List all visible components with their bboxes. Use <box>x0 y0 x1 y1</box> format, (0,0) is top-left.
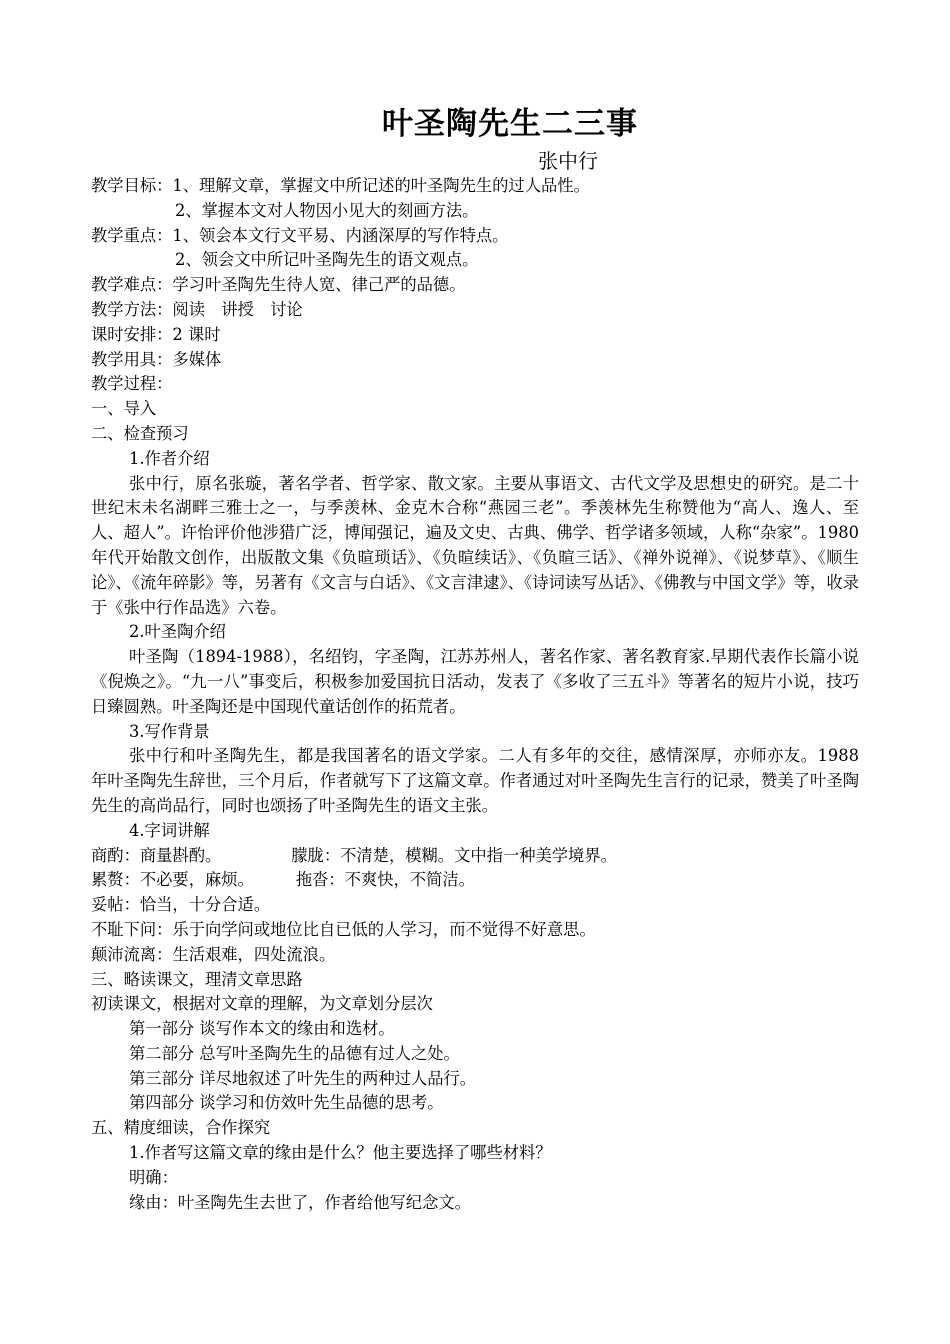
part-1: 第一部分 谈写作本文的缘由和选材。 <box>129 1019 395 1039</box>
vocab-row-4: 不耻下问：乐于向学问或地位比自已低的人学习，而不觉得不好意思。 <box>91 919 596 939</box>
vocab-item: 累赘：不必要，麻烦。 <box>91 870 254 890</box>
question-1: 1.作者写这篇文章的缘由是什么？他主要选择了哪些材料？ <box>129 1143 552 1163</box>
answer-1: 缘由：叶圣陶先生去世了，作者给他写纪念文。 <box>129 1192 471 1212</box>
vocab-row-3: 妥帖：恰当，十分合适。 <box>91 895 271 915</box>
goals-item-1: 1、理解文章，掌握文中所记述的叶圣陶先生的过人品性。 <box>172 176 590 195</box>
vocab-row-5: 颠沛流离：生活艰难，四处流浪。 <box>91 944 336 964</box>
teaching-tools: 教学用具：多媒体 <box>91 349 222 369</box>
author-name: 张中行 <box>538 149 598 173</box>
subsection-background: 3.写作背景 <box>129 721 210 741</box>
document-page <box>91 100 859 1215</box>
vocab-item: 商酌：商量斟酌。 <box>91 845 222 865</box>
teaching-goals-1 <box>91 174 859 199</box>
paragraph-author-intro: 张中行，原名张璇，著名学者、哲学家、散文家。主要从事语文、古代文学及思想史的研究。是二十世纪末未名湖畔三雅士之一，与季羡林、金克木合称“燕园三老”。季羡林先生称赞他为“高人、逸人、至人、超人”。许怡评价他涉猎广泛，博闻强记，遍及文史、古典、佛学、哲学诸多领域，人称“杂家”。1980 年代开始散文创作，出版散文集《负暄琐话》、《负暄续话》、《负暄三话》、《禅外说禅》、《说梦草》、《顺生论》、《流年碎影》等，另著有《文言与白话》、《文言津逮》、《诗词读写丛话》、《佛教与中国文学》等，收录于《张中行作品选》六卷。 <box>91 473 859 617</box>
keypoints-item-2: 2、领会文中所记叶圣陶先生的语文观点。 <box>175 250 479 270</box>
section-2-heading: 二、检查预习 <box>91 423 189 443</box>
class-schedule: 课时安排：2 课时 <box>91 324 221 344</box>
vocab-row-2 <box>91 868 859 893</box>
paragraph-ye-intro: 叶圣陶（1894-1988），名绍钧，字圣陶，江苏苏州人，著名作家、著名教育家.早期代表作长篇小说《倪焕之》。“九一八”事变后，积极参加爱国抗日活动，发表了《多收了三五斗》等著名的短片小说，技巧日臻圆熟。叶圣陶还是中国现代童话创作的拓荒者。 <box>91 647 859 716</box>
vocab-row-1 <box>91 844 859 869</box>
subsection-ye-intro: 2.叶圣陶介绍 <box>129 622 226 642</box>
section-3-heading: 三、略读课文，理清文章思路 <box>91 969 303 989</box>
teaching-methods: 教学方法：阅读 讲授 讨论 <box>91 299 303 319</box>
answer-label: 明确： <box>129 1167 178 1187</box>
section-3-intro: 初读课文，根据对文章的理解，为文章划分层次 <box>91 994 433 1014</box>
section-5-heading: 五、精度细读，合作探究 <box>91 1118 271 1138</box>
teaching-process: 教学过程： <box>91 374 173 394</box>
part-4: 第四部分 谈学习和仿效叶先生品德的思考。 <box>129 1093 444 1113</box>
part-2: 第二部分 总写叶圣陶先生的品德有过人之处。 <box>129 1043 460 1063</box>
section-1-heading: 一、导入 <box>91 399 157 419</box>
vocab-item: 拖沓：不爽快，不简洁。 <box>295 870 475 890</box>
subsection-vocabulary: 4.字词讲解 <box>129 820 210 840</box>
paragraph-background: 张中行和叶圣陶先生，都是我国著名的语文学家。二人有多年的交往，感情深厚，亦师亦友。1988 年叶圣陶先生辞世，三个月后，作者就写下了这篇文章。作者通过对叶圣陶先生言行的记录，赞美了叶圣陶先生的高尚品行，同时也颂扬了叶圣陶先生的语文主张。 <box>91 746 859 815</box>
document-title: 叶圣陶先生二三事 <box>382 106 638 142</box>
part-3: 第三部分 详尽地叙述了叶先生的两种过人品行。 <box>129 1068 477 1088</box>
vocab-item: 朦胧：不清楚，模糊。文中指一种美学境界。 <box>291 845 617 865</box>
subsection-author-intro: 1.作者介绍 <box>129 448 210 468</box>
teaching-difficulty: 教学难点：学习叶圣陶先生待人宽、律己严的品德。 <box>91 275 466 295</box>
goals-item-2: 2、掌握本文对人物因小见大的刻画方法。 <box>175 200 479 220</box>
goals-label: 教学目标： <box>91 176 173 195</box>
keypoints-label: 教学重点： <box>91 225 173 245</box>
teaching-keypoints-1 <box>91 224 859 249</box>
keypoints-item-1: 1、领会本文行文平易、内涵深厚的写作特点。 <box>172 225 509 245</box>
